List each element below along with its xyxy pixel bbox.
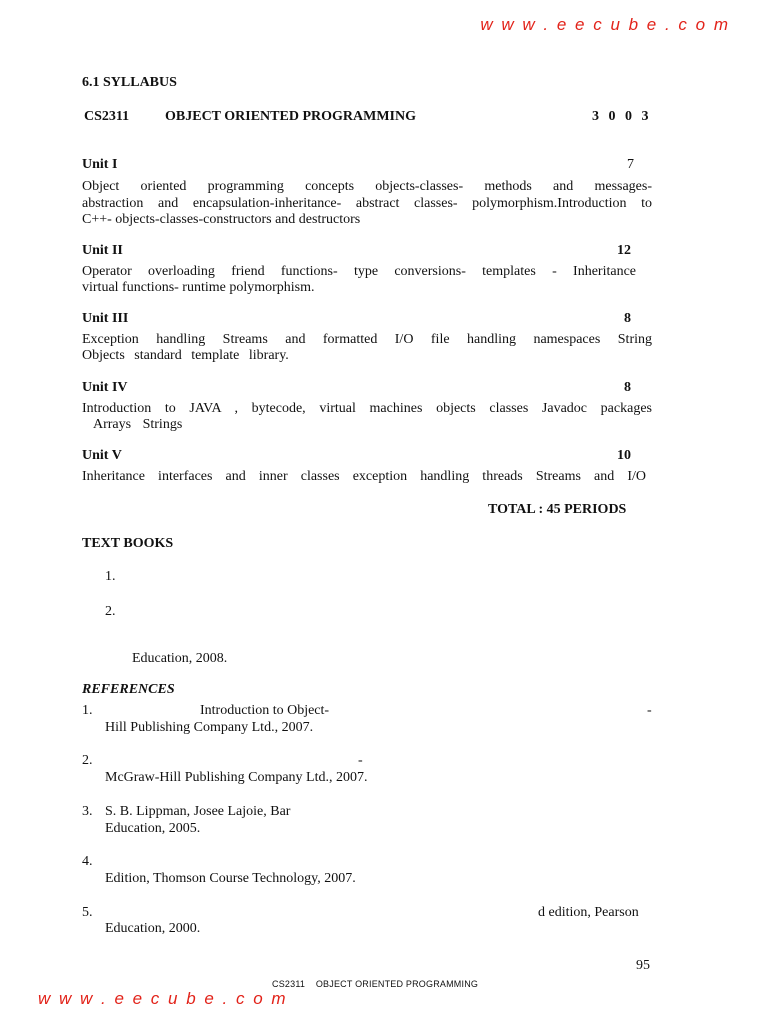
- unit-hours: 10: [617, 448, 631, 463]
- text-book-2-number: 2.: [105, 604, 116, 619]
- unit-5-header: [82, 448, 652, 465]
- reference-4-number: 4.: [82, 854, 93, 869]
- reference-5-line-2: Education, 2000.: [105, 921, 201, 936]
- reference-1-line-2: Hill Publishing Company Ltd., 2007.: [105, 720, 314, 735]
- unit-1-line-1: Object oriented programming concepts objects-classes- methods and messages-: [82, 179, 652, 194]
- unit-hours: 8: [624, 380, 631, 395]
- unit-name: Unit III: [82, 311, 129, 326]
- reference-2-line-2: McGraw-Hill Publishing Company Ltd., 2007.: [105, 770, 368, 785]
- reference-1-line-1: Introduction to Object-: [200, 703, 330, 718]
- reference-5-line-1-end: d edition, Pearson: [538, 905, 639, 920]
- text-book-1-number: 1.: [105, 569, 116, 584]
- unit-hours: 7: [627, 157, 634, 172]
- reference-3-line-2: Education, 2005.: [105, 821, 201, 836]
- references-heading: REFERENCES: [82, 682, 175, 697]
- unit-1-header: [82, 157, 652, 174]
- unit-name: Unit I: [82, 157, 118, 172]
- reference-5-number: 5.: [82, 905, 93, 920]
- reference-1-number: 1.: [82, 703, 93, 718]
- reference-2-number: 2.: [82, 753, 93, 768]
- watermark-top: w w w . e e c u b e . c o m: [480, 15, 730, 34]
- course-title: OBJECT ORIENTED PROGRAMMING: [165, 109, 416, 124]
- reference-3-number: 3.: [82, 804, 93, 819]
- unit-name: Unit V: [82, 448, 122, 463]
- unit-4-header: [82, 380, 652, 397]
- unit-name: Unit II: [82, 243, 123, 258]
- section-title: 6.1 SYLLABUS: [82, 75, 177, 90]
- unit-3-line-2: Objects standard template library.: [82, 348, 289, 363]
- unit-1-line-3: C++- objects-classes-constructors and destructors: [82, 212, 361, 227]
- unit-name: Unit IV: [82, 380, 128, 395]
- unit-5-line-1: Inheritance interfaces and inner classes exception handling threads Streams and I/O: [82, 469, 646, 484]
- unit-3-line-1: Exception handling Streams and formatted I/O file handling namespaces String: [82, 332, 652, 347]
- course-code: CS2311: [84, 109, 130, 124]
- text-book-continuation: Education, 2008.: [132, 651, 228, 666]
- reference-3-line-1: S. B. Lippman, Josee Lajoie, Bar: [105, 804, 291, 819]
- course-credits: 3 0 0 3: [592, 109, 649, 124]
- unit-2-line-2: virtual functions- runtime polymorphism.: [82, 280, 315, 295]
- reference-2-line-1: -: [358, 753, 363, 768]
- total-periods: TOTAL : 45 PERIODS: [488, 502, 627, 517]
- unit-3-header: [82, 311, 652, 328]
- watermark-bottom: w w w . e e c u b e . c o m: [38, 989, 288, 1008]
- reference-1-line-1-end: -: [647, 703, 652, 718]
- unit-hours: 12: [617, 243, 631, 258]
- unit-hours: 8: [624, 311, 631, 326]
- unit-1-line-2: abstraction and encapsulation-inheritance- abstract classes- polymorphism.Introduction to: [82, 196, 652, 211]
- text-books-heading: TEXT BOOKS: [82, 536, 174, 551]
- footer-course-label: CS2311 OBJECT ORIENTED PROGRAMMING: [272, 979, 479, 989]
- unit-2-header: [82, 243, 652, 260]
- reference-4-line-2: Edition, Thomson Course Technology, 2007.: [105, 871, 356, 886]
- unit-4-line-1: Introduction to JAVA , bytecode, virtual machines objects classes Javadoc packages: [82, 401, 652, 416]
- unit-4-line-2: Arrays Strings: [93, 417, 183, 432]
- unit-2-line-1: Operator overloading friend functions- type conversions- templates - Inheritance: [82, 264, 636, 279]
- page-number: 95: [636, 958, 650, 973]
